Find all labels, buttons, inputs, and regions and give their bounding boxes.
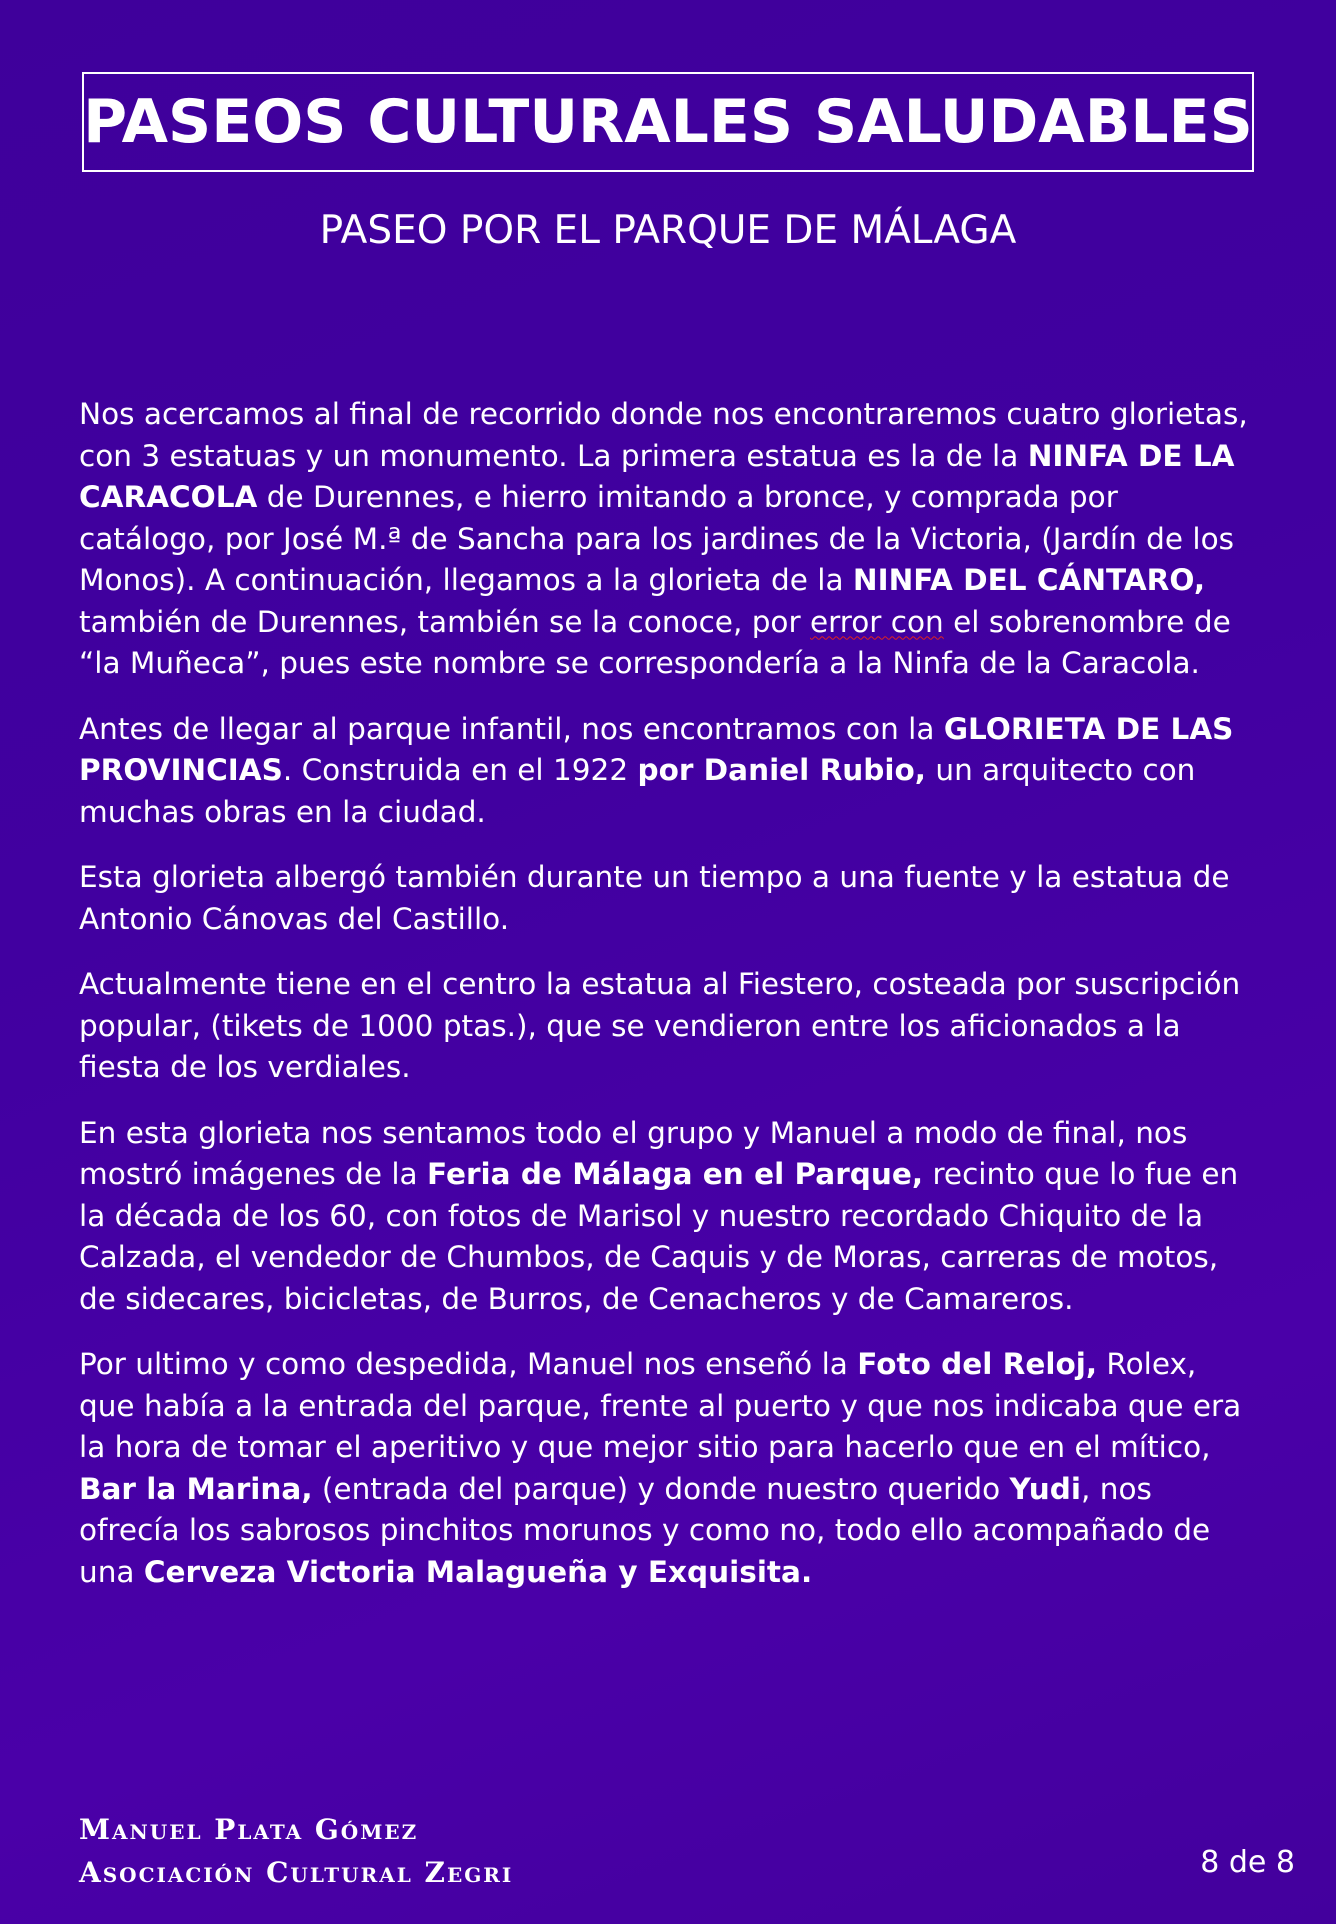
text-segment: . Construida en el 1922 [282,753,638,787]
paragraph [79,394,1259,685]
footer-author: Manuel Plata Gómez [79,1813,419,1846]
bold-text: Cerveza Victoria Malagueña y Exquisita. [143,1554,813,1589]
text-segment: de Durennes, e hierro imitando a bronce, y comprada por catálogo, por José M.ª de Sancha para los jardines de la Victoria, (Jardín de los Monos). A continuación, llegamos a la glorieta de la [79,480,1235,597]
paragraph [79,857,1259,940]
text-segment: un arquitecto con muchas obras en la ciudad. [79,753,1196,829]
paragraph [79,1344,1259,1593]
bold-text: Yudi [1009,1471,1081,1506]
text-segment: , nos ofrecía los sabrosos pinchitos morunos y como no, todo ello acompañado de una [79,1471,1211,1589]
bold-text: Foto del Reloj, [857,1347,1098,1381]
text-segment: Antes de llegar al parque infantil, nos encontramos con la [79,711,944,746]
page-subtitle: PASEO POR EL PARQUE DE MÁLAGA [319,208,1017,253]
footer-credits [79,1808,513,1894]
text-segment: Actualmente tiene en el centro la estatua al Fiestero, costeada por suscripción popular, (tikets de 1000 ptas.), que se vendieron entre los aficionados a la fiesta de los verdiales. [79,967,1241,1084]
footer-organization: Asociación Cultural Zegri [79,1856,514,1889]
text-segment: Nos acercamos al final de recorrido donde nos encontraremos cuatro glorietas, con 3 estatuas y un monumento. La primera estatua es la de la [79,397,1248,473]
text-segment: también de Durennes, también se la conoce, por [79,604,810,639]
title-box [82,72,1254,172]
bold-text: NINFA DEL CÁNTARO, [852,563,1206,597]
text-segment: Rolex, que había a la entrada del parque, frente al puerto y que nos indicaba que era la hora de tomar el aperitivo y que mejor sitio para hacerlo que en el mítico, [79,1347,1242,1464]
paragraph [79,1113,1259,1321]
paragraph [79,709,1259,834]
bold-text: NINFA DE LA CARACOLA [79,438,1235,514]
bold-text: Feria de Málaga en el Parque, [427,1157,924,1191]
text-segment: En esta glorieta nos sentamos todo el grupo y Manuel a modo de final, nos mostró imágenes de la [79,1115,1188,1191]
spellcheck-flagged-text: error con [809,604,944,639]
text-segment: Por ultimo y como despedida, Manuel nos enseñó la [79,1347,858,1381]
bold-text: por Daniel Rubio, [637,753,926,787]
text-segment: el sobrenombre de “la Muñeca”, pues este nombre se correspondería a la Ninfa de la Caracola. [79,604,1231,680]
article-body [79,394,1259,1617]
page-title: PASEOS CULTURALES SALUDABLES [83,87,1253,157]
page-number: 8 de 8 [1200,1845,1295,1880]
text-segment: (entrada del parque) y donde nuestro querido [312,1471,1010,1506]
text-segment: recinto que lo fue en la década de los 60, con fotos de Marisol y nuestro recordado Chiquito de la Calzada, el vendedor de Chumbos, de Caquis y de Moras, carreras de motos, de sidecares, bicicletas, de Burros, de Cenacheros y de Camareros. [79,1157,1239,1316]
paragraph [79,964,1259,1089]
text-segment: Esta glorieta albergó también durante un tiempo a una fuente y la estatua de Antonio Cánovas del Castillo. [79,860,1230,936]
bold-text: GLORIETA DE LAS PROVINCIAS [79,711,1234,787]
bold-text: Bar la Marina, [79,1471,313,1506]
